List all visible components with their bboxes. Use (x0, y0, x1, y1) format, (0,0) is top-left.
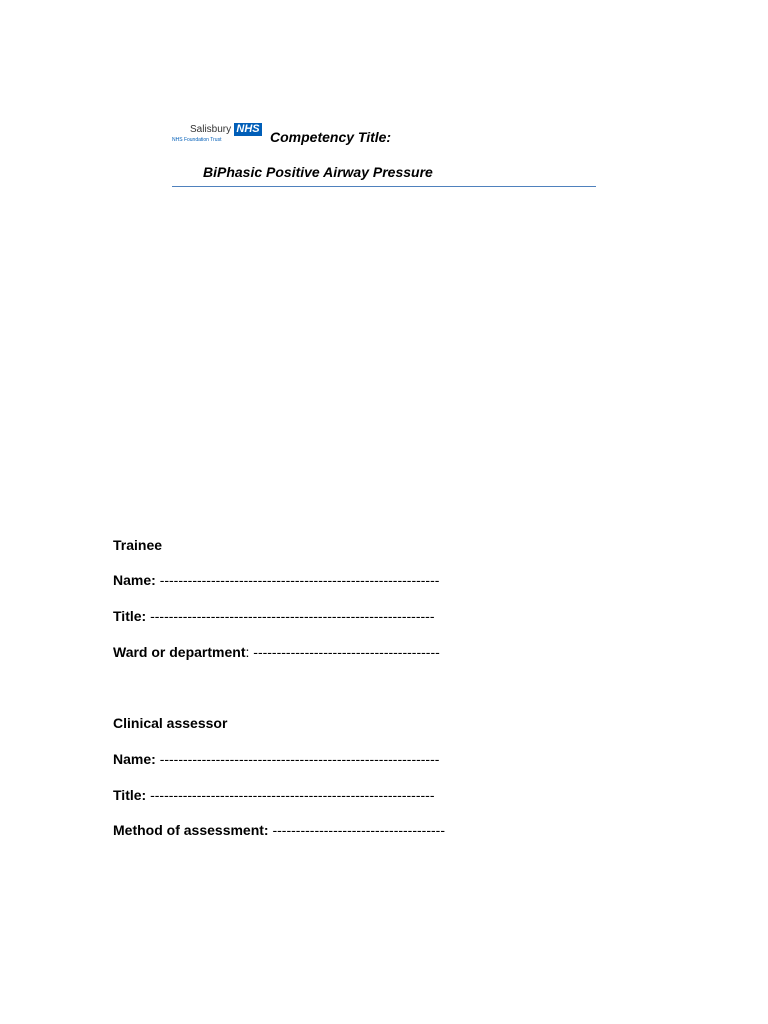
assessor-title-row (113, 787, 434, 803)
competency-name: BiPhasic Positive Airway Pressure (203, 164, 433, 180)
logo-trust-name: Salisbury (190, 124, 232, 135)
trainee-name-blank: ------------------------------------------------------------ (159, 572, 440, 588)
logo-subtitle: NHS Foundation Trust (172, 137, 222, 143)
nhs-trust-logo (170, 122, 264, 146)
assessor-title-label: Title: (113, 787, 147, 803)
assessment-method-blank: ------------------------------------- (272, 822, 445, 838)
trainee-ward-blank: ---------------------------------------- (253, 644, 440, 660)
assessment-method-row (113, 822, 445, 838)
trainee-name-label: Name: (113, 572, 156, 588)
assessor-name-row (113, 751, 439, 767)
assessment-method-label: Method of assessment: (113, 822, 269, 838)
assessor-heading: Clinical assessor (113, 715, 228, 731)
header-divider (172, 186, 596, 187)
trainee-title-label: Title: (113, 608, 147, 624)
trainee-ward-colon: : (245, 644, 250, 660)
assessor-name-label: Name: (113, 751, 156, 767)
nhs-badge: NHS (234, 123, 262, 136)
trainee-name-row (113, 572, 439, 588)
trainee-heading: Trainee (113, 537, 163, 553)
trainee-ward-label: Ward or department (113, 644, 246, 660)
assessor-title-blank: ------------------------------------------------------------- (150, 787, 435, 803)
trainee-ward-row (113, 644, 440, 660)
competency-title-label: Competency Title: (270, 129, 392, 145)
assessor-name-blank: ------------------------------------------------------------ (159, 751, 440, 767)
trainee-title-row (113, 608, 434, 624)
trainee-title-blank: ------------------------------------------------------------- (150, 608, 435, 624)
